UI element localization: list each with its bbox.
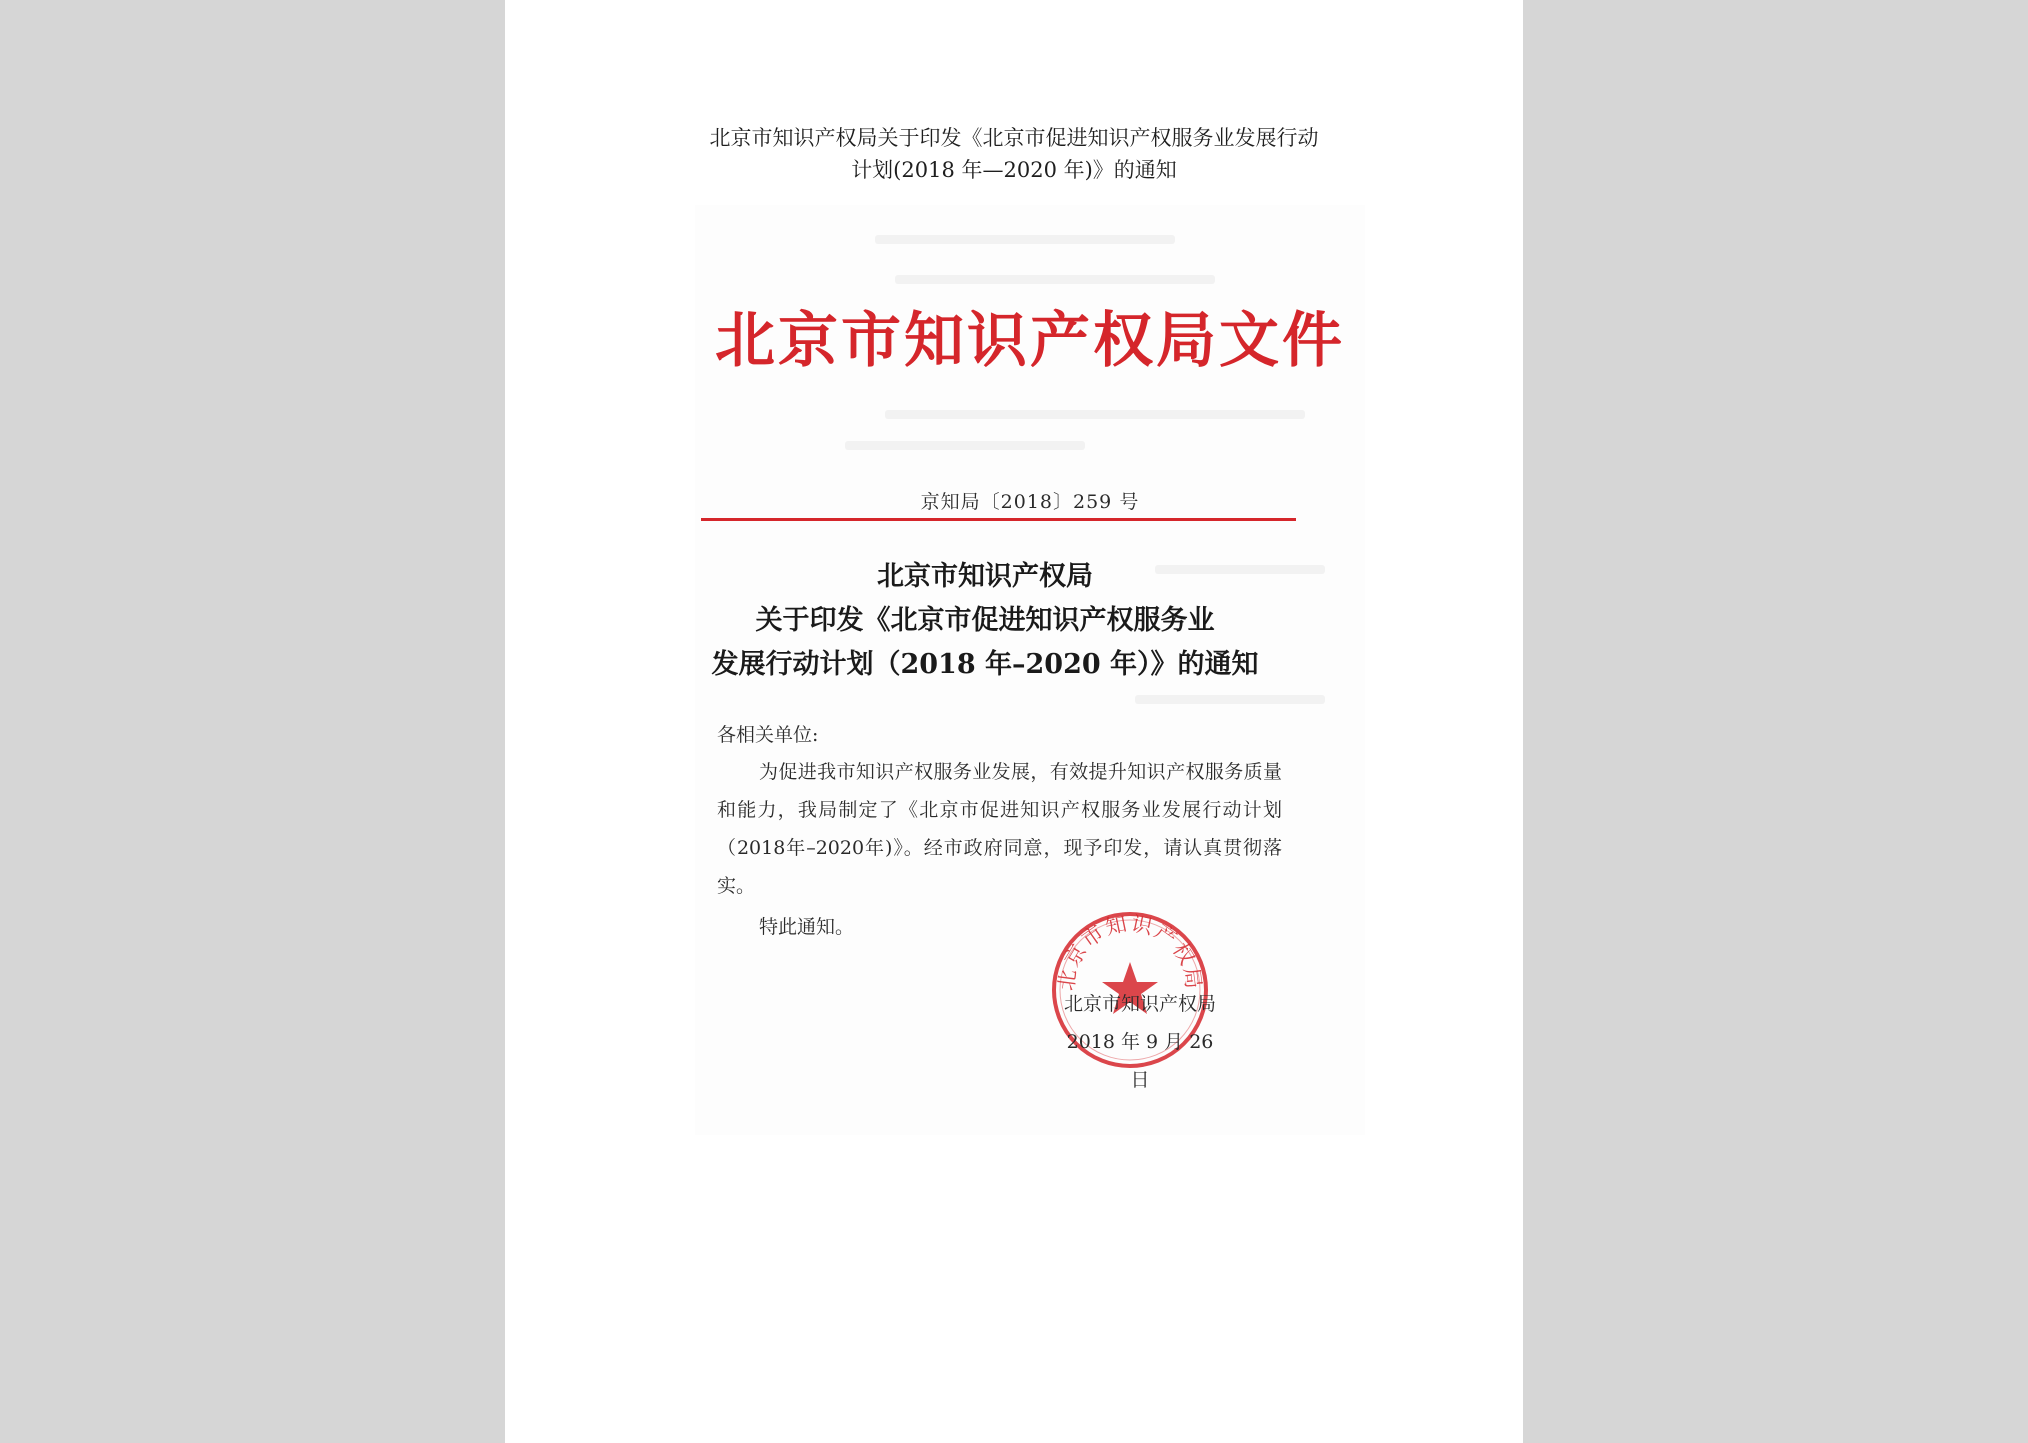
scan-ghost-mark [845, 441, 1085, 450]
scan-ghost-mark [1135, 695, 1325, 704]
scan-ghost-mark [875, 235, 1175, 244]
title-line-3: 发展行动计划（2018 年–2020 年）》的通知 [711, 649, 1259, 680]
scanned-document [695, 205, 1365, 1135]
document-title [695, 555, 1275, 687]
seal-text: 北京市知识产权局 [1054, 911, 1206, 993]
title-line-1: 北京市知识产权局 [877, 561, 1093, 592]
page-header [505, 122, 1523, 186]
red-divider [701, 518, 1296, 521]
signature-date: 2018 年 9 月 26 日 [1066, 1031, 1214, 1091]
letterhead: 北京市知识产权局文件 [715, 306, 1345, 376]
body-paragraph: 为促进我市知识产权服务业发展，有效提升知识产权服务质量和能力，我局制定了《北京市促进知识产权服务业发展行动计划（2018年–2020年)》。经市政府同意，现予印发，请认真贯彻落实。 [717, 761, 1282, 897]
closing-remark: 特此通知。 [759, 916, 855, 938]
document-page [505, 0, 1523, 1443]
signature-block [1055, 985, 1225, 1099]
salutation: 各相关单位: [717, 724, 819, 746]
signature-organization: 北京市知识产权局 [1063, 993, 1216, 1015]
header-line-2: 计划(2018 年—2020 年)》的通知 [851, 158, 1177, 182]
header-line-1: 北京市知识产权局关于印发《北京市促进知识产权服务业发展行动 [709, 126, 1319, 150]
scan-ghost-mark [895, 275, 1215, 284]
title-line-2: 关于印发《北京市促进知识产权服务业 [755, 605, 1215, 636]
scan-ghost-mark [885, 410, 1305, 419]
document-number: 京知局〔2018〕259 号 [920, 491, 1140, 513]
